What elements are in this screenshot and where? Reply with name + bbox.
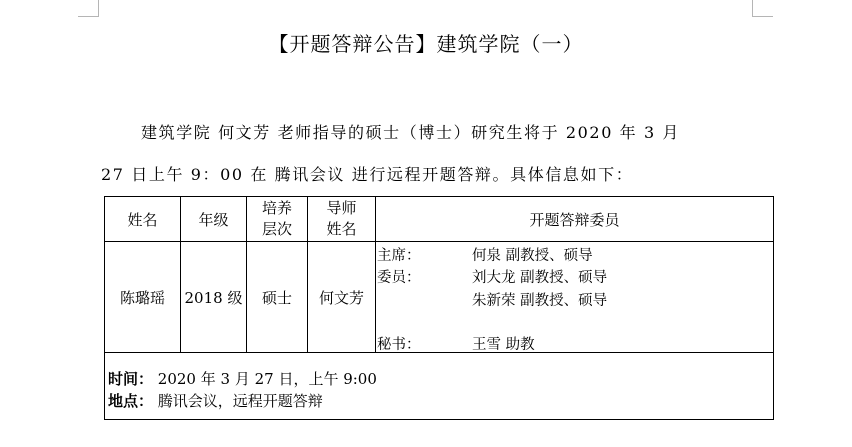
committee-cell <box>376 242 774 353</box>
time-line <box>108 368 377 389</box>
header-level-line-2: 层次 <box>261 220 292 238</box>
time-place-row <box>105 353 774 420</box>
time-place-cell <box>105 353 774 420</box>
intro-paragraph-line-1: 建筑学院 何文芳 老师指导的硕士（博士）研究生将于 2020 年 3 月 <box>141 123 681 142</box>
table-header-row <box>105 197 774 242</box>
member-label: 委员： <box>377 270 421 286</box>
place-label: 地点： <box>108 392 154 410</box>
defense-info-table <box>104 196 774 420</box>
header-committee: 开题答辩委员 <box>376 197 774 242</box>
header-advisor <box>308 197 376 242</box>
time-label: 时间： <box>108 370 154 388</box>
time-value: 2020 年 3 月 27 日，上午 9:00 <box>157 370 377 388</box>
page-margin-corner-right <box>752 0 773 17</box>
document-title: 【开题答辩公告】建筑学院（一） <box>268 32 584 56</box>
header-name: 姓名 <box>105 197 181 242</box>
chair-member: 何泉 副教授、硕导 <box>472 248 593 264</box>
intro-paragraph-line-2: 27 日上午 9：00 在 腾讯会议 进行远程开题答辩。具体信息如下： <box>101 165 634 184</box>
place-line <box>108 390 323 411</box>
committee-member-1: 刘大龙 副教授、硕导 <box>472 270 608 286</box>
student-advisor: 何文芳 <box>308 242 376 353</box>
table-row <box>105 242 774 353</box>
committee-member-2: 朱新荣 副教授、硕导 <box>472 293 608 309</box>
header-level <box>247 197 308 242</box>
place-value: 腾讯会议，远程开题答辩 <box>157 392 323 410</box>
header-advisor-line-2: 姓名 <box>326 220 357 238</box>
secretary-label: 秘书： <box>377 337 421 353</box>
chair-label: 主席： <box>377 248 421 264</box>
header-level-line-1: 培养 <box>261 199 292 217</box>
page-margin-corner-left <box>78 0 99 17</box>
secretary-member: 王雪 助教 <box>472 337 535 353</box>
student-grade: 2018 级 <box>181 242 247 353</box>
header-advisor-line-1: 导师 <box>326 199 357 217</box>
student-level: 硕士 <box>247 242 308 353</box>
student-name: 陈璐瑶 <box>105 242 181 353</box>
header-grade: 年级 <box>181 197 247 242</box>
